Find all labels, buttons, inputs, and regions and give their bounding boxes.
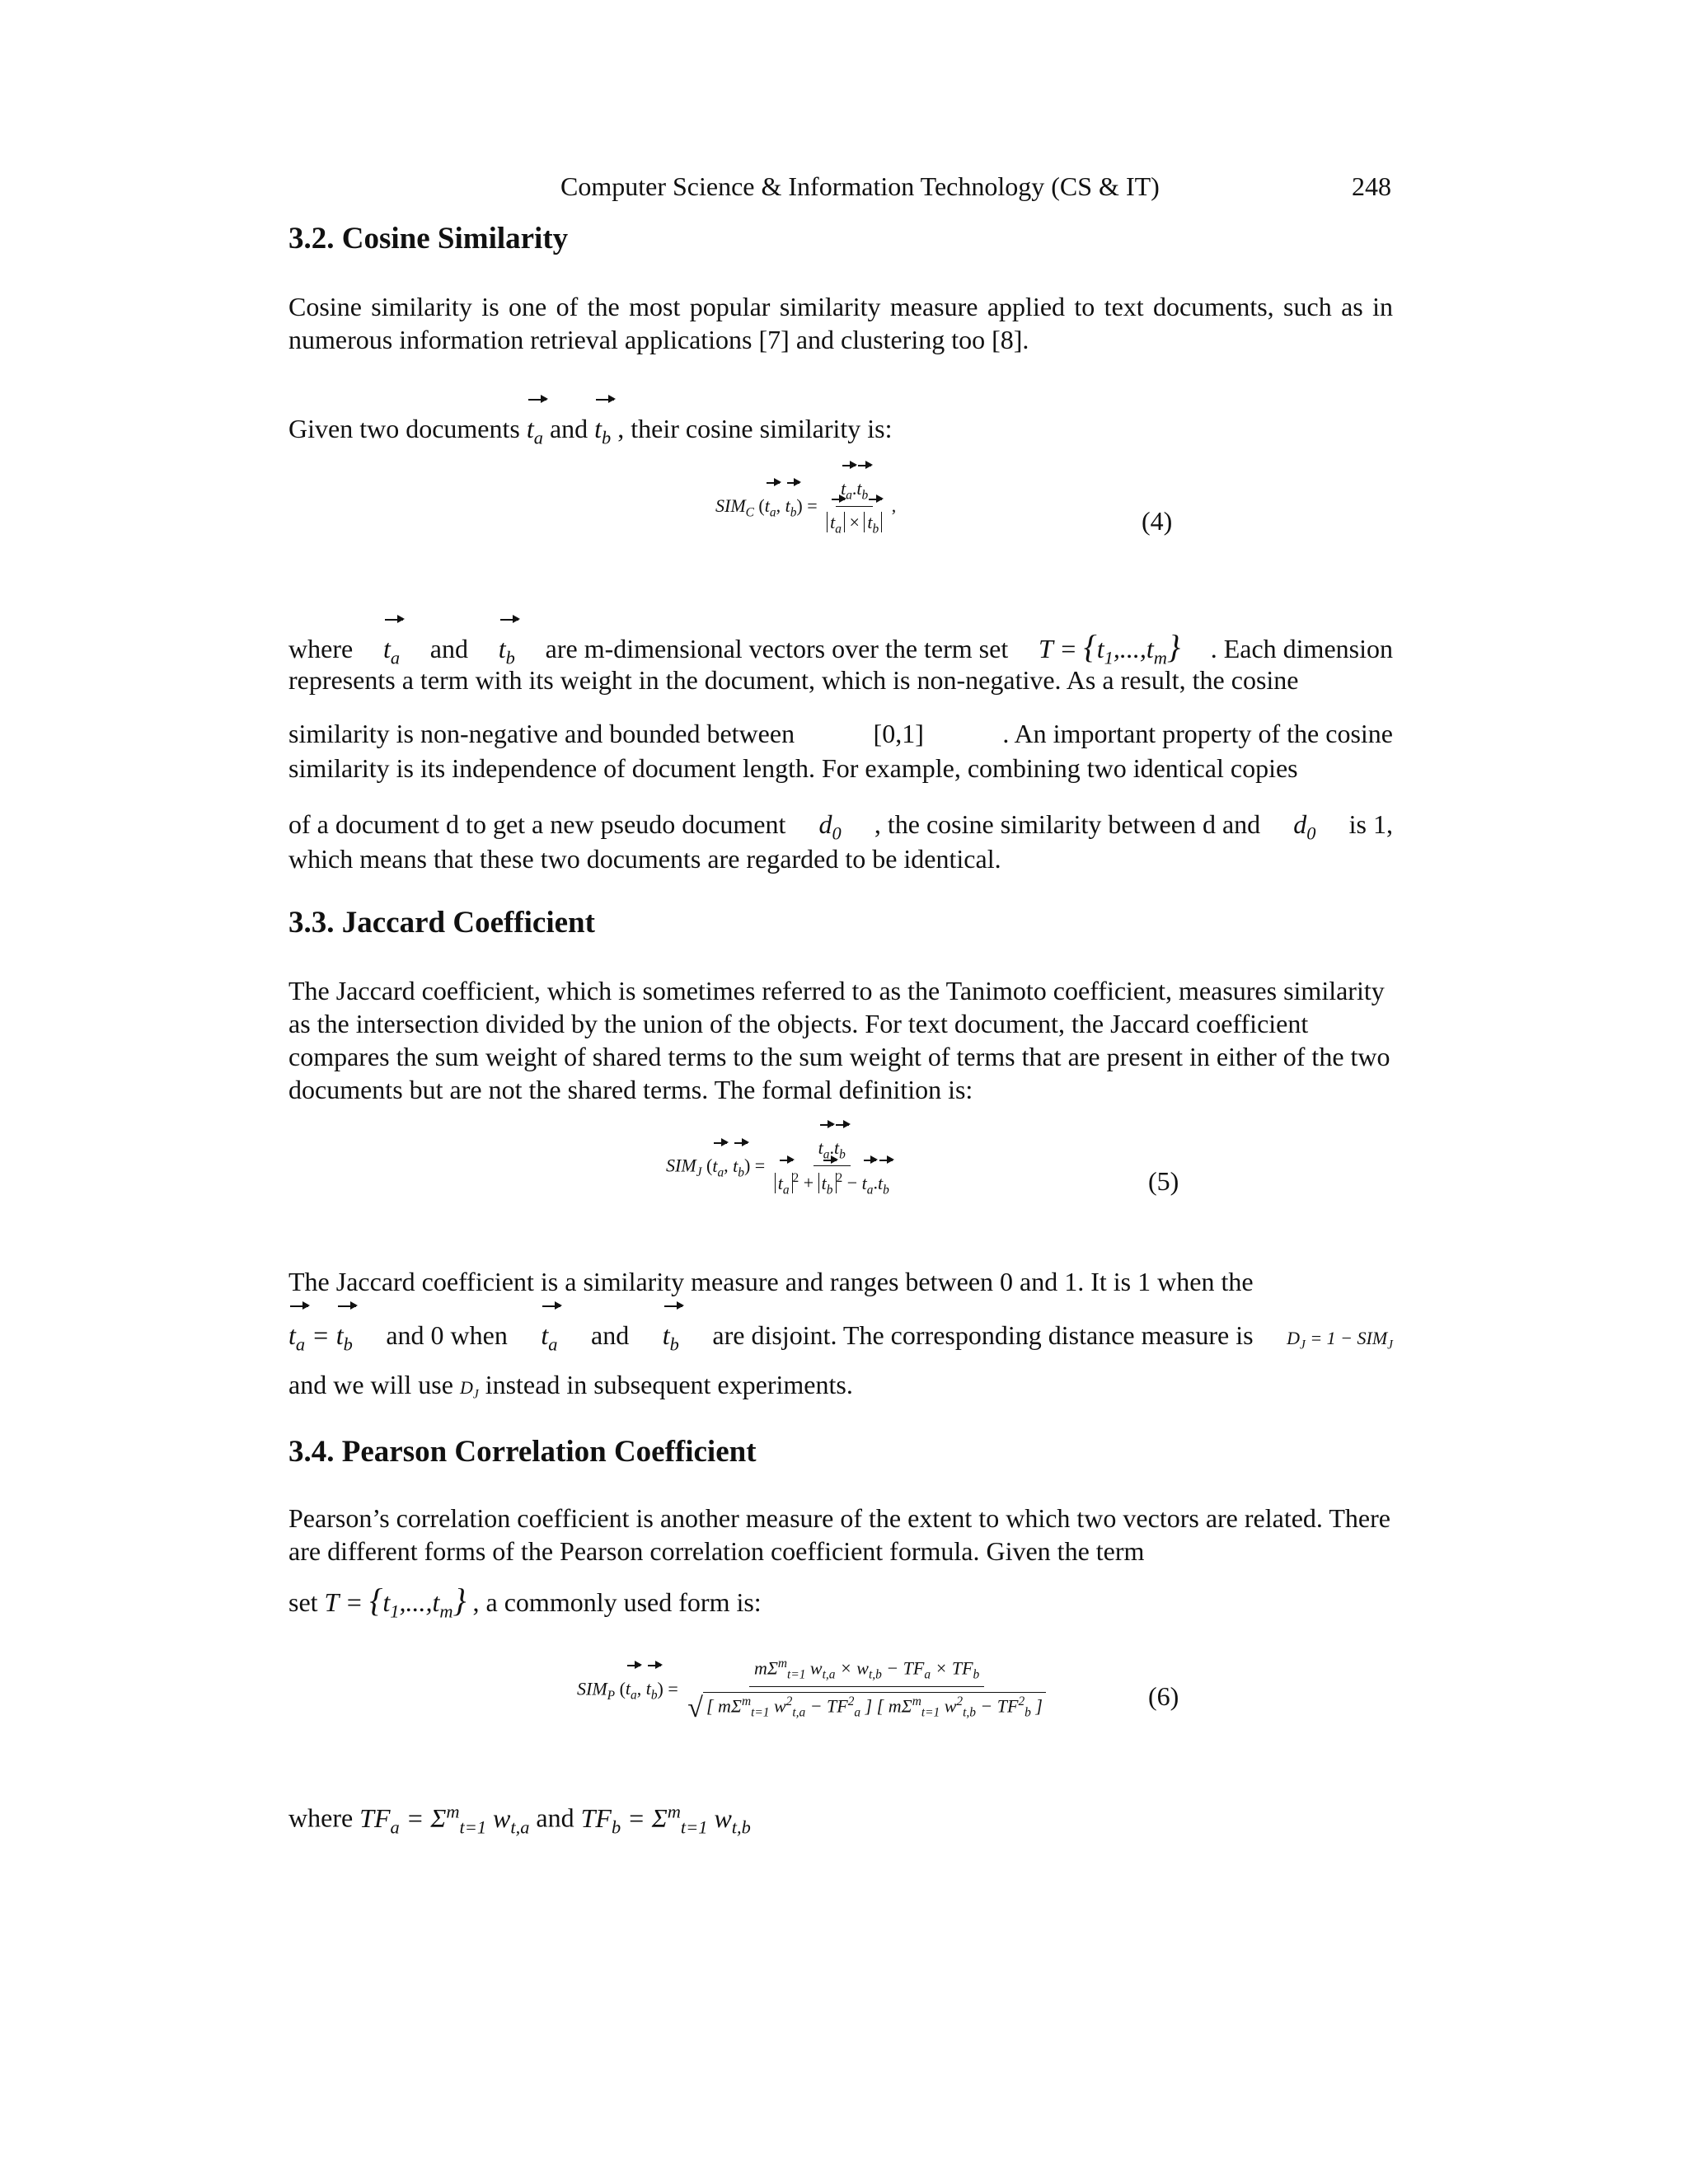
equation-number-5: (5)	[1148, 1166, 1179, 1196]
distance-formula: $D_J = 1 - SIM_J$	[1287, 1328, 1393, 1352]
section-heading-cosine: 3.2. Cosine Similarity	[288, 222, 569, 255]
we-will-use-text: and we will use	[288, 1370, 453, 1399]
jaccard-line-2	[288, 1319, 1393, 1361]
each-dimension-text: . Each dimension	[1210, 634, 1393, 663]
cosine-where-line-3	[288, 717, 1393, 750]
vector-ta: $t_a$	[541, 1319, 557, 1361]
pearson-intro-paragraph: Pearson’s correlation coefficient is another measure of the extent to which two vectors are related. There are different forms of the Pearson correlation coefficient formula. Given the term	[288, 1503, 1390, 1566]
eq6-fraction: $m\Sigma^m_{t=1}$ $w_{t,a} \times w_{t,b} - TF_a \times TF_b$ √ [ $m\Sigma^m_{t=1}$ $w^2_{t,a} - TF^2_a$ ] [ $m\Sigma^m_{t=1}$ $w^2_{t,b} - TF^2_b$ ]	[682, 1657, 1051, 1725]
set-word: set	[288, 1587, 318, 1617]
cosine-intro-paragraph: Cosine similarity is one of the most popular similarity measure applied to text documents, such as in numerous information retrieval applications [7] and clustering too [8].	[288, 292, 1393, 354]
equation-4: $SIM_C$ ($t_a$, $t_b$) = $\frac{t_a.t_b}{t_a \times t_b}$ ,	[715, 478, 897, 537]
term-set-formula: $T = \{t_1,...,t_m\}$	[324, 1582, 467, 1622]
pseudo-doc-text: of a document d to get a new pseudo document	[288, 809, 786, 839]
jaccard-line-3	[288, 1368, 1393, 1411]
eq4-subscript: C	[745, 505, 754, 520]
equation-6: $SIM_P$ ($t_a$, $t_b$) = $m\Sigma^m_{t=1}$ $w_{t,a} \times w_{t,b} - TF_a \times TF_b$ √ [ $m\Sigma^m_{t=1}$ $w^2_{t,a} - TF^2_a$ ] [ $m\Sigma^m_{t=1}$ $w^2_{t,b} - TF^2_b$ ]	[577, 1657, 1051, 1725]
equation-number-4: (4)	[1142, 506, 1173, 536]
cosine-where-line-2: represents a term with its weight in the document, which is non-negative. As a result, the cosine	[288, 665, 1299, 695]
zero-when-text: and 0 when	[386, 1320, 508, 1350]
ta-equals-tb: $t_a = t_b$	[288, 1319, 353, 1361]
page-number: 248	[1352, 171, 1391, 201]
jaccard-intro-paragraph: The Jaccard coefficient, which is sometimes referred to as the Tanimoto coefficient, measures similarity as the intersection divided by the union of the objects. For text document, the Jaccard coefficient compares the sum weight of shared terms to the sum weight of terms that are present in either of the two documents but are not the shared terms. The formal definition is:	[288, 976, 1390, 1104]
term-set-text: are m-dimensional vectors over the term set	[545, 634, 1009, 663]
pearson-where-line	[288, 1795, 1393, 1844]
jaccard-line-1: The Jaccard coefficient is a similarity measure and ranges between 0 and 1. It is 1 when the	[288, 1267, 1254, 1296]
eq5-subscript: J	[696, 1165, 702, 1179]
where-word: where	[288, 634, 354, 663]
d0-symbol: $d_0$	[818, 809, 842, 844]
eq5-symbol: SIM	[666, 1155, 696, 1176]
cosine-given-and: and	[549, 414, 588, 443]
interval-0-1: [0,1]	[873, 719, 924, 748]
eq4-symbol: SIM	[715, 494, 746, 516]
and-word: and	[536, 1802, 574, 1833]
vector-ta: $t_a$	[383, 632, 400, 674]
is-one-text: is 1,	[1348, 809, 1393, 839]
cosine-given-line	[288, 412, 1393, 454]
equation-number-6: (6)	[1148, 1681, 1179, 1711]
eq5-fraction: $\frac{t_a.t_b}{t_a^2 + t_b^2 - t_a.t_b}$	[770, 1137, 894, 1197]
pearson-set-line	[288, 1584, 1393, 1628]
eq6-symbol: SIM	[577, 1678, 607, 1699]
subsequent-text: instead in subsequent experiments.	[485, 1370, 853, 1399]
dj-symbol: $D_J$	[459, 1377, 479, 1402]
vector-tb: $t_b$	[663, 1319, 679, 1361]
and-word: and	[591, 1320, 630, 1350]
section-heading-pearson: 3.4. Pearson Correlation Coefficient	[288, 1435, 757, 1469]
equation-5: $SIM_J$ ($t_a$, $t_b$) = $\frac{t_a.t_b}{t_a^2 + t_b^2 - t_a.t_b}$	[666, 1137, 894, 1197]
running-title: Computer Science & Information Technology (CS & IT)	[560, 171, 1160, 201]
vector-tb: $t_b$	[499, 632, 515, 674]
term-set-formula: $T = \{t_1,...,t_m\}$	[1038, 628, 1180, 668]
cosine-between-text: , the cosine similarity between d and	[874, 809, 1261, 839]
d0-symbol-2: $d_0$	[1293, 809, 1316, 844]
common-form-text: , a commonly used form is:	[472, 1587, 762, 1617]
tfb-definition: $TF_b = \Sigma^m_{t=1}$ $w_{t,b}$	[580, 1801, 751, 1838]
vector-tb: $t_b$	[594, 412, 611, 454]
property-text: . An important property of the cosine	[1002, 719, 1393, 748]
disjoint-text: are disjoint. The corresponding distance measure is	[712, 1320, 1254, 1350]
cosine-where-line-4: similarity is its independence of document length. For example, combining two identical copies	[288, 753, 1298, 783]
where-word: where	[288, 1802, 354, 1833]
section-heading-jaccard: 3.3. Jaccard Coefficient	[288, 906, 595, 940]
vector-ta: $t_a$	[527, 412, 543, 454]
cosine-given-after: , their cosine similarity is:	[617, 414, 893, 443]
tfa-definition: $TF_a = \Sigma^m_{t=1}$ $w_{t,a}$	[359, 1801, 530, 1838]
and-word: and	[429, 634, 468, 663]
bounded-text: similarity is non-negative and bounded between	[288, 719, 795, 748]
eq4-fraction: $\frac{t_a.t_b}{t_a \times t_b}$	[822, 478, 887, 537]
cosine-given-text: Given two documents	[288, 414, 520, 443]
cosine-where-line-6: which means that these two documents are regarded to be identical.	[288, 844, 1001, 874]
eq6-subscript: P	[607, 1688, 616, 1703]
